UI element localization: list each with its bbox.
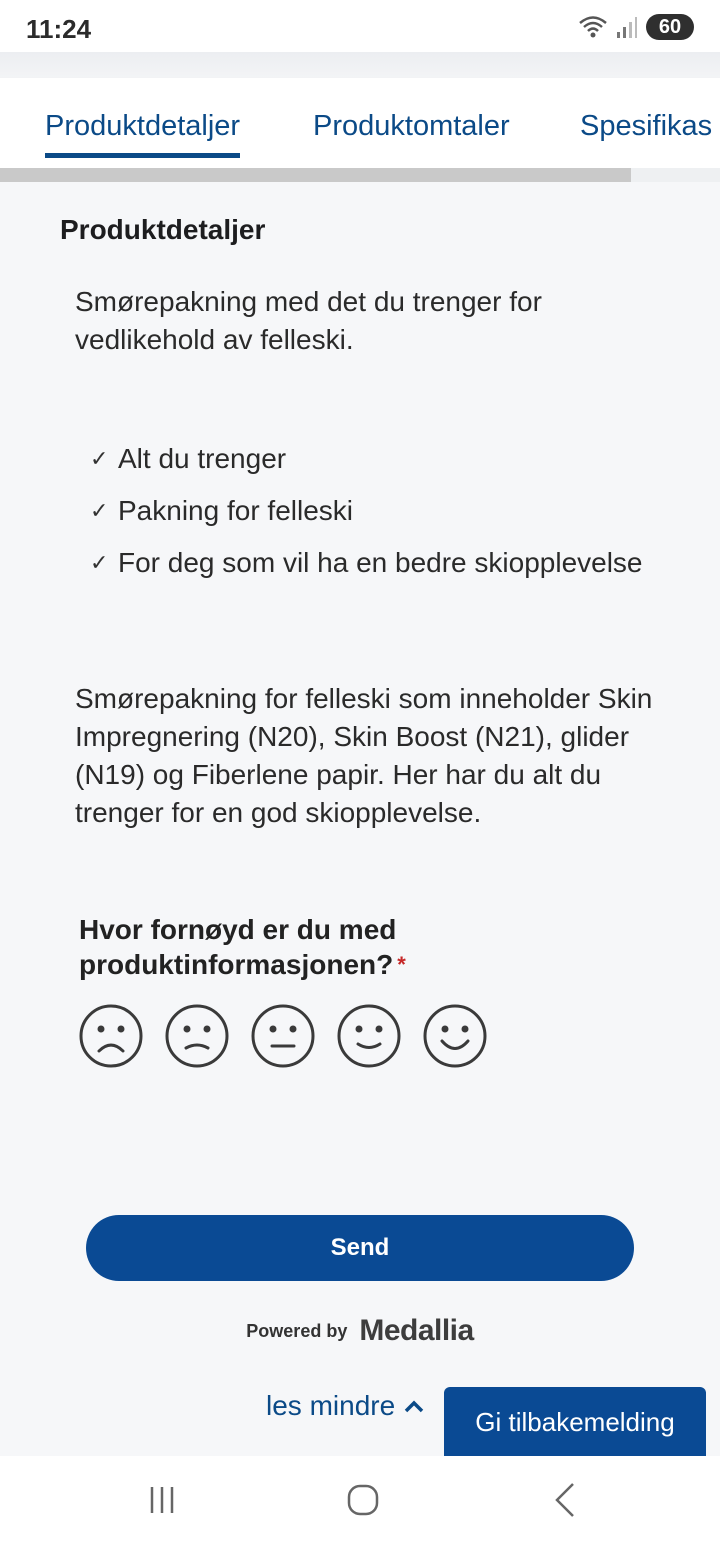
check-icon: ✓ (90, 498, 109, 523)
very-happy-face-icon[interactable] (422, 1003, 488, 1069)
happy-face-icon[interactable] (336, 1003, 402, 1069)
feedback-button[interactable]: Gi tilbakemelding (444, 1387, 706, 1457)
rating-faces (78, 1003, 488, 1069)
list-item (90, 544, 650, 582)
status-time: 11:24 (26, 14, 92, 44)
home-icon[interactable] (341, 1478, 385, 1522)
powered-by-label: Powered by (246, 1320, 348, 1341)
very-sad-face-icon[interactable] (78, 1003, 144, 1069)
list-item (90, 440, 650, 478)
tab-produktdetaljer[interactable]: Produktdetaljer (45, 110, 241, 142)
tabs-scrollbar-thumb[interactable] (0, 168, 631, 182)
show-less-link[interactable] (266, 1390, 425, 1422)
show-less-label: les mindre (266, 1390, 396, 1421)
product-tabs (0, 78, 720, 168)
medallia-logo: Medallia (359, 1314, 474, 1347)
recent-apps-icon[interactable] (140, 1478, 184, 1522)
chevron-up-icon (403, 1398, 425, 1414)
wifi-icon (578, 14, 608, 40)
required-mark: * (397, 952, 406, 977)
survey-question-text: Hvor fornøyd er du med produktinformasjonen? (79, 914, 397, 980)
system-nav-bar (0, 1456, 720, 1544)
tab-produktomtaler[interactable]: Produktomtaler (313, 110, 510, 142)
send-button[interactable]: Send (86, 1215, 634, 1281)
powered-by (0, 1314, 720, 1348)
sad-face-icon[interactable] (164, 1003, 230, 1069)
header-divider (0, 52, 720, 78)
check-icon: ✓ (90, 550, 109, 575)
description-text: Smørepakning for felleski som inneholder Skin Impregnering (N20), Skin Boost (N21), glider (N19) og Fiberlene papir. Her har du alt du trenger for en god skiopplevelse. (75, 683, 653, 828)
survey-question (79, 912, 639, 982)
back-icon[interactable] (543, 1478, 587, 1522)
status-bar (0, 0, 720, 52)
feature-text: Pakning for felleski (118, 495, 354, 526)
battery-indicator: 60 (646, 14, 694, 40)
list-item (90, 492, 650, 530)
feature-list (90, 440, 650, 596)
status-icons (578, 14, 694, 40)
intro-text: Smørepakning med det du trenger for vedlikehold av felleski. (75, 286, 542, 355)
feature-text: For deg som vil ha en bedre skiopplevelse (118, 547, 643, 578)
neutral-face-icon[interactable] (250, 1003, 316, 1069)
section-title: Produktdetaljer (60, 214, 266, 245)
check-icon: ✓ (90, 446, 109, 471)
feature-text: Alt du trenger (118, 443, 287, 474)
signal-icon (616, 15, 638, 39)
tab-spesifikasjoner[interactable]: Spesifikas (580, 110, 713, 142)
